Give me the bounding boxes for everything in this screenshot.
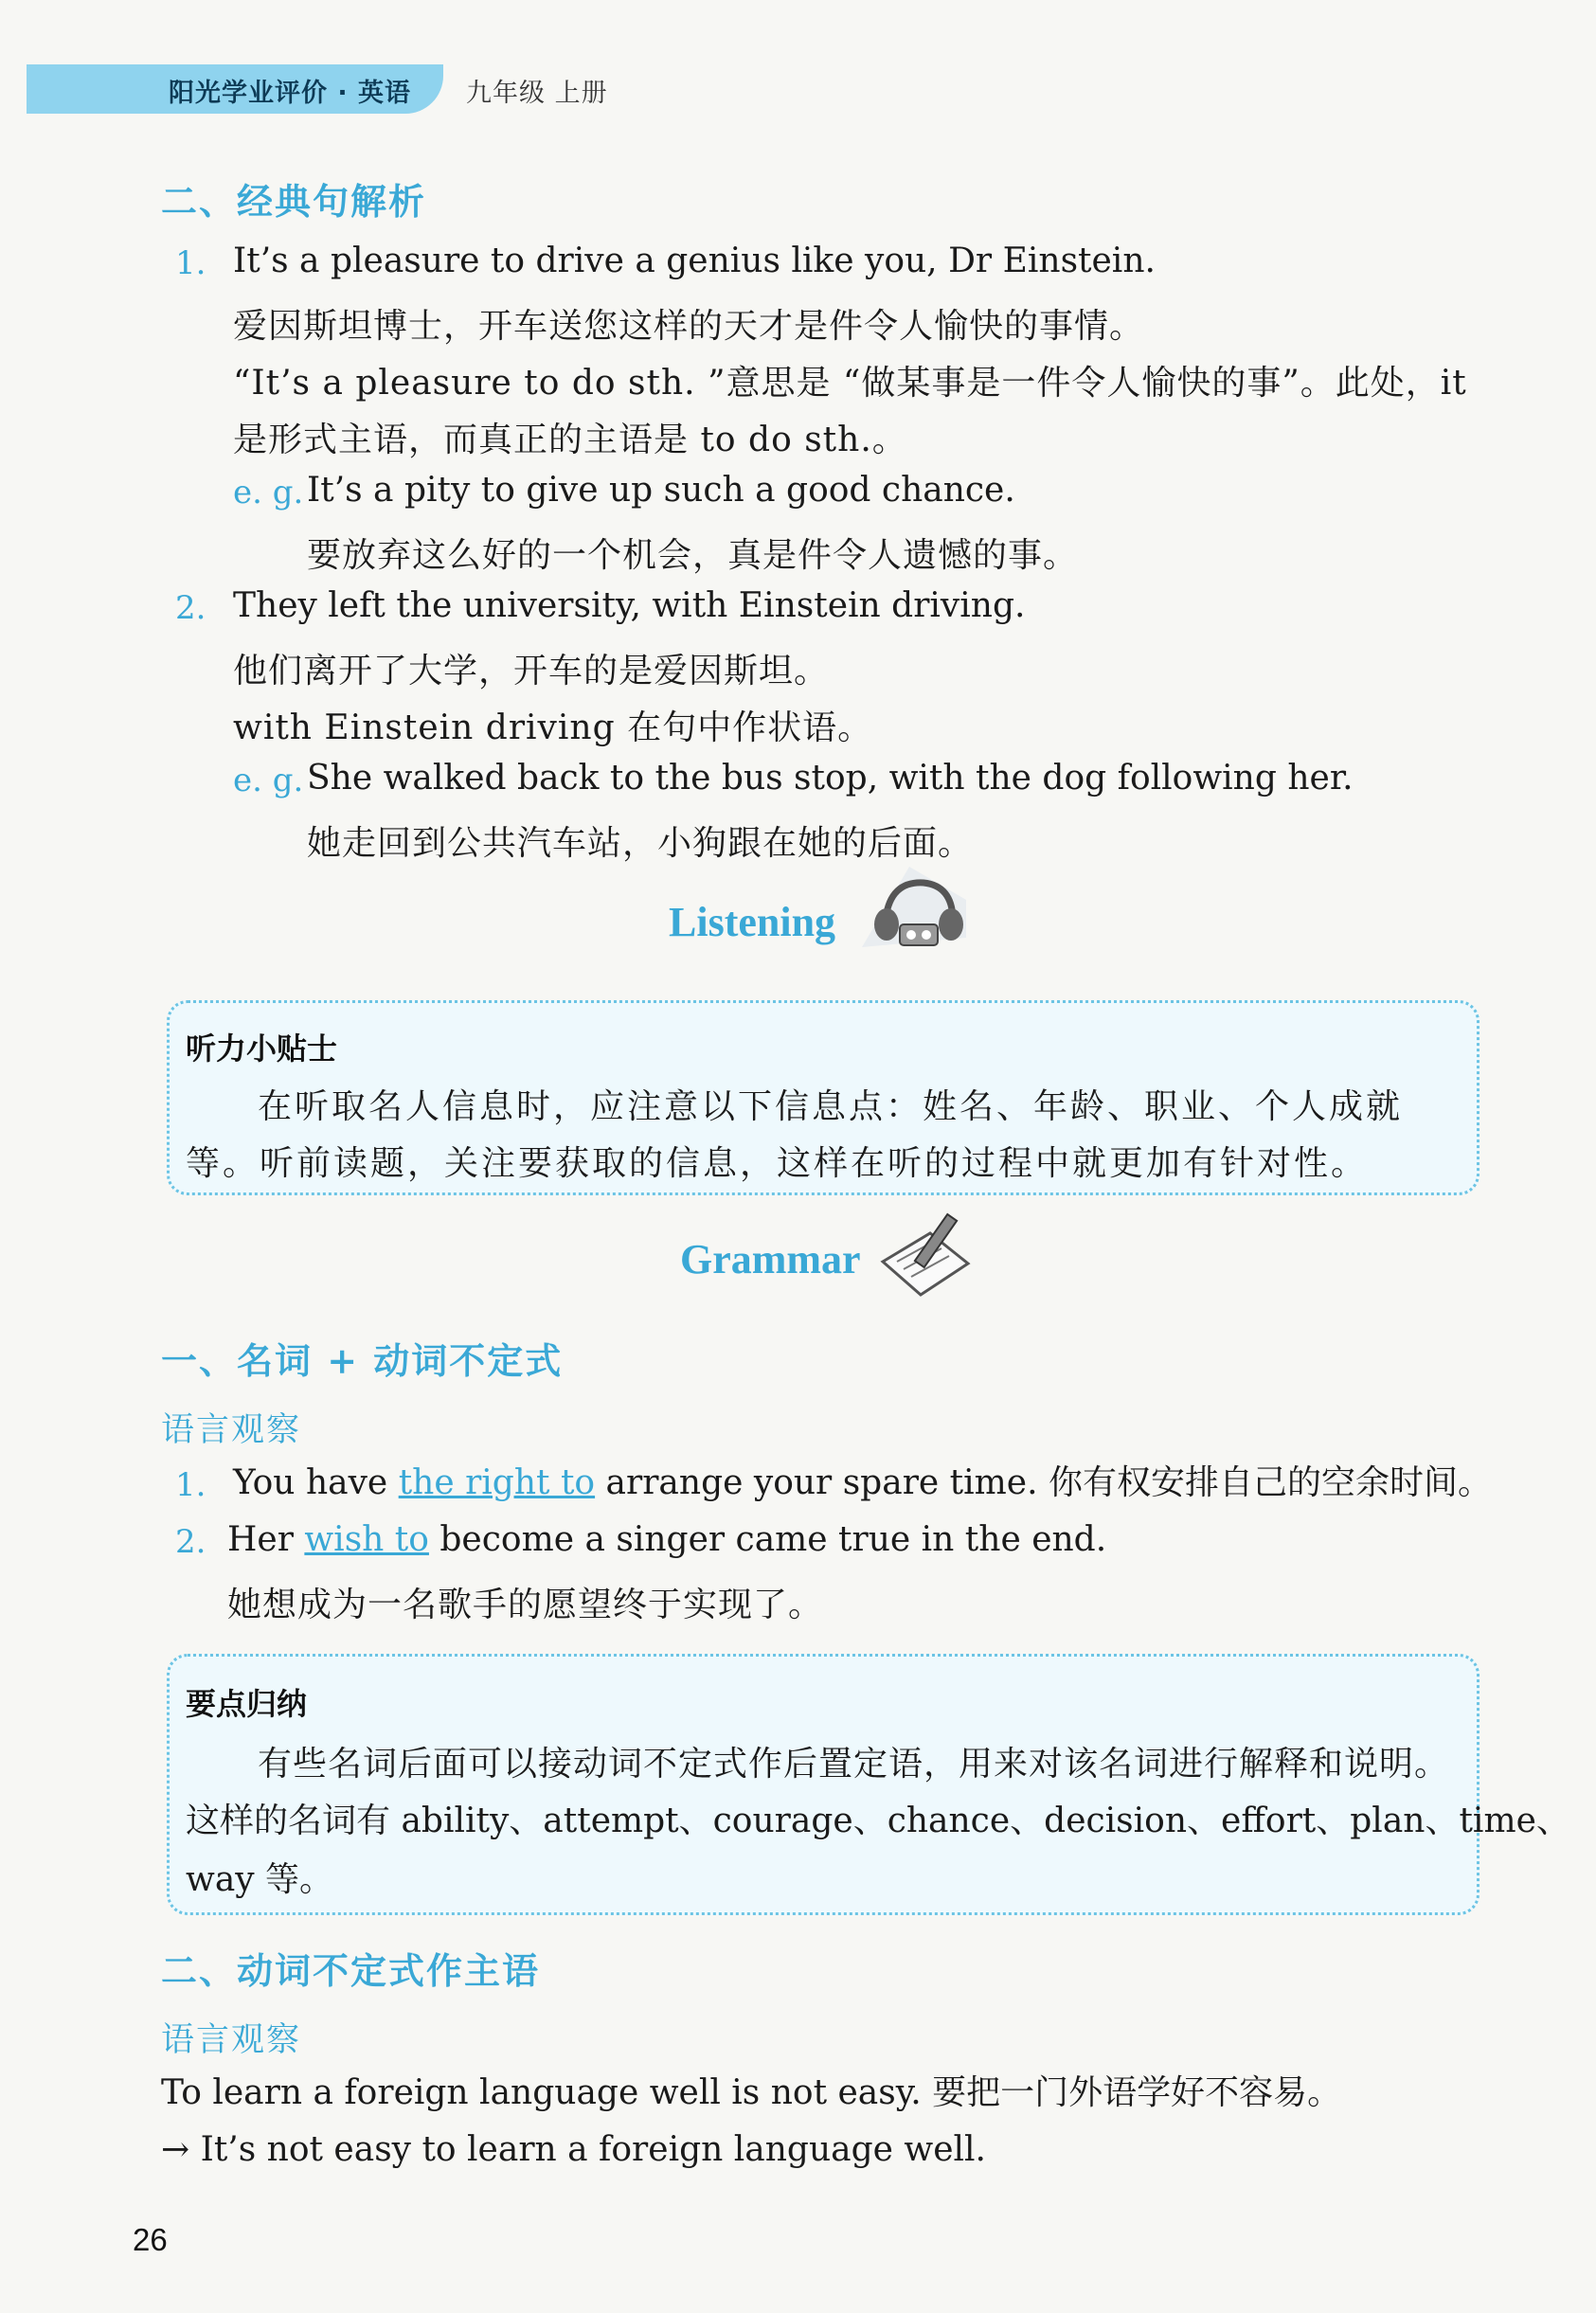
explanation-text: 是形式主语，而真正的主语是 to do sth.。 — [233, 421, 907, 459]
example-sentence: They left the university, with Einstein driving. — [233, 586, 1026, 625]
eg-label: e. g. — [233, 474, 304, 511]
section-heading-noun-infinitive: 一、名词 + 动词不定式 — [161, 1339, 564, 1382]
headphones-icon — [852, 862, 976, 966]
language-observation-label: 语言观察 — [161, 1411, 302, 1449]
sentence-translation: 她想成为一名歌手的愿望终于实现了。 — [227, 1586, 824, 1624]
eg-label: e. g. — [233, 762, 304, 799]
item-number: 1. — [175, 244, 206, 282]
example-sentence: → It’s not easy to learn a foreign language well. — [161, 2130, 986, 2169]
page-number: 26 — [133, 2222, 168, 2257]
language-observation-label: 语言观察 — [161, 2021, 302, 2059]
example-sentence: Her wish to become a singer came true in the end. — [227, 1520, 1107, 1559]
book-title: 阳光学业评价 · 英语 — [169, 79, 412, 108]
highlight-phrase: wish to — [304, 1520, 429, 1559]
highlight-phrase: the right to — [398, 1463, 596, 1502]
sentence-translation: 爱因斯坦博士，开车送您这样的天才是件令人愉快的事情。 — [233, 307, 1145, 346]
section-heading-infinitive-subject: 二、动词不定式作主语 — [161, 1949, 541, 1992]
eg-sentence: It’s a pity to give up such a good chance. — [307, 471, 1015, 510]
tip-heading: 听力小贴士 — [186, 1031, 338, 1067]
tip-text: 等。听前读题，关注要获取的信息，这样在听的过程中就更加有针对性。 — [186, 1144, 1369, 1183]
tip-text: 在听取名人信息时，应注意以下信息点：姓名、年龄、职业、个人成就 — [258, 1087, 1404, 1126]
item-number: 1. — [175, 1466, 206, 1504]
sentence-translation: 他们离开了大学，开车的是爱因斯坦。 — [233, 652, 830, 690]
notebook-pencil-icon — [873, 1205, 977, 1309]
example-sentence: It’s a pleasure to drive a genius like you, Dr Einstein. — [233, 242, 1156, 280]
book-grade: 九年级 上册 — [466, 79, 608, 108]
item-number: 2. — [175, 1523, 206, 1561]
key-points-text: way 等。 — [186, 1860, 334, 1899]
example-sentence: To learn a foreign language well is not easy. 要把一门外语学好不容易。 — [161, 2073, 1342, 2112]
example-sentence: You have the right to arrange your spare time. 你有权安排自己的空余时间。 — [233, 1463, 1492, 1502]
key-points-heading: 要点归纳 — [186, 1686, 308, 1722]
grammar-banner: Grammar — [680, 1236, 861, 1282]
explanation-text: with Einstein driving 在句中作状语。 — [233, 708, 873, 747]
section-heading-classic: 二、经典句解析 — [161, 180, 427, 223]
key-points-text: 这样的名词有 ability、attempt、courage、chance、decision、effort、plan、time、 — [186, 1802, 1570, 1840]
explanation-text: “It’s a pleasure to do sth. ”意思是 “做某事是一件令人愉快的事”。此处，it — [233, 364, 1467, 403]
eg-translation: 要放弃这么好的一个机会，真是件令人遗憾的事。 — [307, 536, 1079, 575]
key-points-text: 有些名词后面可以接动词不定式作后置定语，用来对该名词进行解释和说明。 — [258, 1745, 1450, 1784]
listening-banner: Listening — [669, 899, 836, 945]
eg-translation: 她走回到公共汽车站，小狗跟在她的后面。 — [307, 824, 974, 863]
eg-sentence: She walked back to the bus stop, with the dog following her. — [307, 759, 1354, 798]
item-number: 2. — [175, 589, 206, 627]
